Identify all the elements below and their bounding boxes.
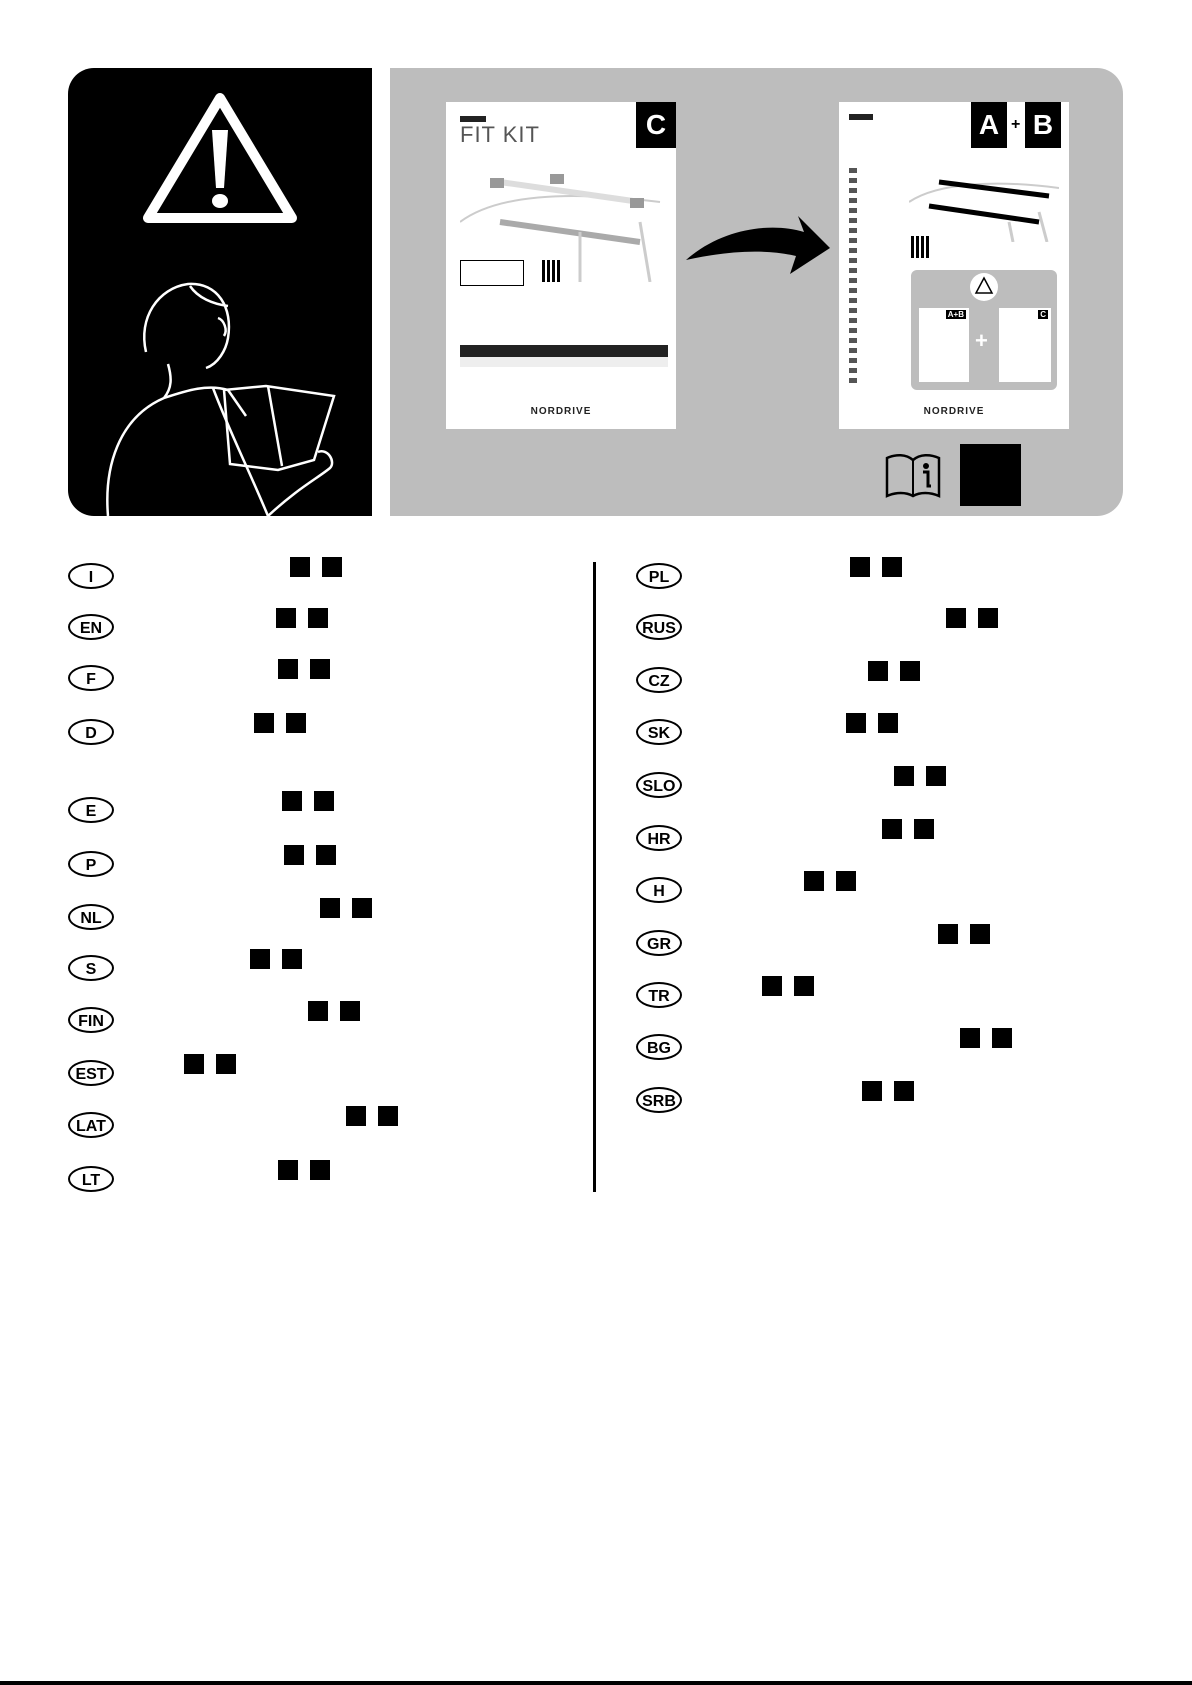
black-marker [878, 713, 898, 733]
black-marker [322, 557, 342, 577]
lang-badge: BG [636, 1034, 682, 1060]
black-marker [946, 608, 966, 628]
inset-letter-ab: A+B [947, 310, 964, 319]
black-marker [346, 1106, 366, 1126]
black-marker [216, 1054, 236, 1074]
black-marker [794, 976, 814, 996]
ab-inset-panel [911, 270, 1057, 390]
lang-badge: LT [68, 1166, 114, 1192]
lang-badge: LAT [68, 1112, 114, 1138]
black-marker [352, 898, 372, 918]
fit-kit-sheet [446, 102, 676, 429]
black-marker [290, 557, 310, 577]
black-marker [278, 1160, 298, 1180]
lang-badge: FIN [68, 1007, 114, 1033]
black-marker [804, 871, 824, 891]
black-marker [310, 659, 330, 679]
model-box [460, 260, 524, 286]
column-divider [593, 562, 596, 1192]
black-marker [926, 766, 946, 786]
fit-table-header [460, 345, 668, 357]
inset-sheet-c [999, 308, 1051, 382]
black-marker [978, 608, 998, 628]
lang-badge: HR [636, 825, 682, 851]
qr-code-icon-ab [911, 236, 931, 258]
inset-letter-c: C [1040, 310, 1046, 319]
sheet-label-bar-ab [849, 114, 873, 120]
lang-badge: CZ [636, 667, 682, 693]
black-marker [278, 659, 298, 679]
lang-badge: SRB [636, 1087, 682, 1113]
black-marker [894, 766, 914, 786]
lang-badge: GR [636, 930, 682, 956]
sheet-letter-a: A [971, 102, 1007, 148]
fit-kit-title: FIT KIT [460, 122, 540, 147]
black-marker [914, 819, 934, 839]
black-marker [960, 1028, 980, 1048]
black-marker [282, 949, 302, 969]
lang-badge: F [68, 665, 114, 691]
black-marker [286, 713, 306, 733]
arrow-right-icon [682, 208, 832, 278]
lang-badge: SLO [636, 772, 682, 798]
inset-sheet-ab [919, 308, 969, 382]
black-marker [862, 1081, 882, 1101]
sheet-letter-c: C [636, 102, 676, 148]
black-marker [882, 557, 902, 577]
bottom-rule [0, 1681, 1192, 1685]
lang-badge: I [68, 563, 114, 589]
black-marker [970, 924, 990, 944]
black-marker [868, 661, 888, 681]
lang-badge: H [636, 877, 682, 903]
black-marker [320, 898, 340, 918]
warning-panel [68, 68, 372, 516]
black-marker [308, 608, 328, 628]
black-marker [276, 608, 296, 628]
black-marker [254, 713, 274, 733]
qr-code-icon [542, 260, 562, 282]
ab-sheet [839, 102, 1069, 429]
black-marker [308, 1001, 328, 1021]
black-marker [846, 713, 866, 733]
lang-badge: RUS [636, 614, 682, 640]
black-marker [282, 791, 302, 811]
black-marker [894, 1081, 914, 1101]
black-marker [250, 949, 270, 969]
warning-circle-icon [967, 272, 1001, 302]
black-marker [340, 1001, 360, 1021]
sheet-letter-b: B [1025, 102, 1061, 148]
black-marker [184, 1054, 204, 1074]
lang-badge: S [68, 955, 114, 981]
man-reading-icon [107, 284, 334, 516]
inset-plus: + [975, 328, 988, 353]
brand-logo: NORDRIVE [530, 406, 592, 417]
plus-sign: + [1011, 116, 1021, 133]
lang-badge: NL [68, 904, 114, 930]
black-square [960, 444, 1021, 506]
black-marker [882, 819, 902, 839]
lang-badge: SK [636, 719, 682, 745]
lang-badge: D [68, 719, 114, 745]
lang-badge: P [68, 851, 114, 877]
lang-badge: PL [636, 563, 682, 589]
black-marker [284, 845, 304, 865]
lang-badge: EST [68, 1060, 114, 1086]
black-marker [850, 557, 870, 577]
warning-illustration [68, 68, 372, 516]
fit-table-row [460, 357, 668, 367]
black-marker [314, 791, 334, 811]
warning-triangle-icon [148, 98, 292, 218]
lang-badge: EN [68, 614, 114, 640]
black-marker [316, 845, 336, 865]
brand-logo-ab: NORDRIVE [923, 406, 985, 417]
black-marker [310, 1160, 330, 1180]
roof-bars-black-icon [909, 162, 1059, 242]
language-list-icon [849, 168, 857, 388]
lang-badge: E [68, 797, 114, 823]
black-marker [938, 924, 958, 944]
black-marker [992, 1028, 1012, 1048]
black-marker [762, 976, 782, 996]
manual-info-icon [884, 452, 942, 498]
lang-badge: TR [636, 982, 682, 1008]
black-marker [900, 661, 920, 681]
black-marker [836, 871, 856, 891]
black-marker [378, 1106, 398, 1126]
